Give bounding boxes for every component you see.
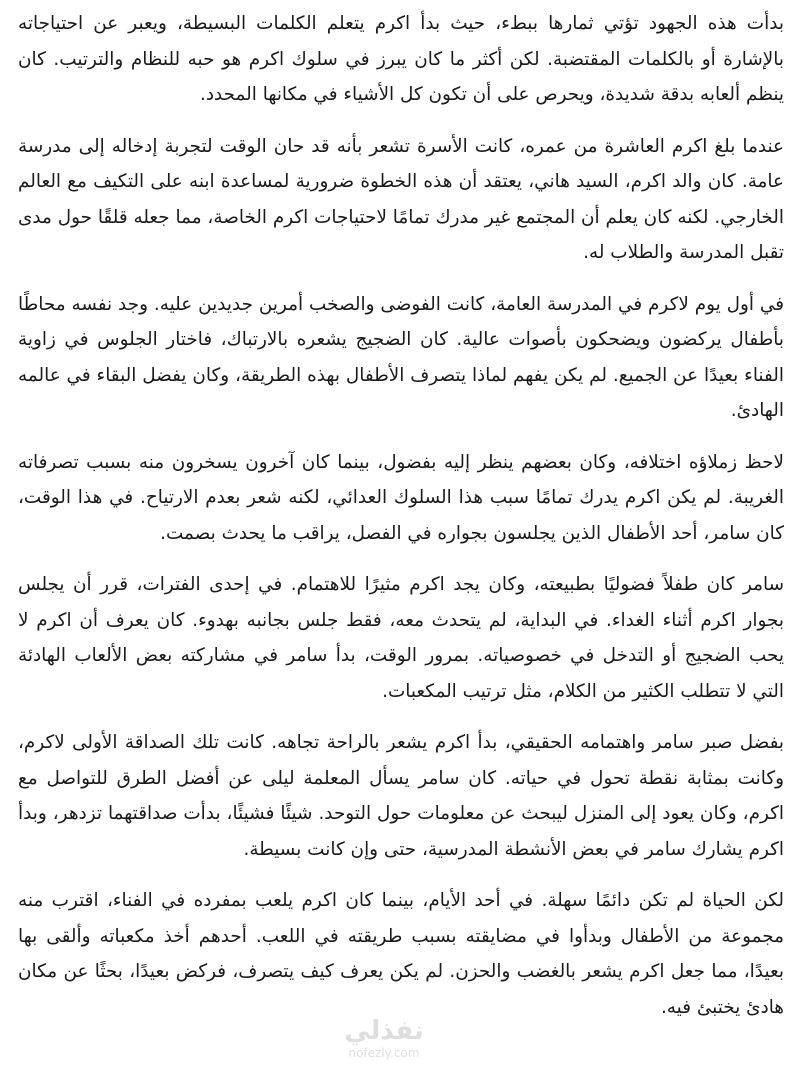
paragraph-1: بدأت هذه الجهود تؤتي ثمارها ببطء، حيث بدأ اكرم يتعلم الكلمات البسيطة، ويعبر عن احتياجاته بالإشارة أو بالكلمات المقتضبة. لكن أكثر ما كان يبرز في سلوك اكرم هو حبه للنظام والترتيب. كان ينظم ألعابه بدقة شديدة، ويحرص على أن تكون كل الأشياء في مكانها المحدد.: [18, 13, 784, 105]
paragraph-5: سامر كان طفلاً فضوليًا بطبيعته، وكان يجد اكرم مثيرًا للاهتمام. في إحدى الفترات، قرر أن يجلس بجوار اكرم أثناء الغداء. في البداية، لم يتحدث معه، فقط جلس بجانبه بهدوء. كان يعرف أن اكرم لا يحب الضجيج أو التدخل في خصوصياته. بمرور الوقت، بدأ سامر في مشاركته بعض الألعاب الهادئة التي لا تتطلب الكثير من الكلام، مثل ترتيب المكعبات.: [18, 574, 784, 702]
paragraph-6: بفضل صبر سامر واهتمامه الحقيقي، بدأ اكرم يشعر بالراحة تجاهه. كانت تلك الصداقة الأولى لاكرم، وكانت بمثابة نقطة تحول في حياته. كان سامر يسأل المعلمة ليلى عن أفضل الطرق للتواصل مع اكرم، وكان يعود إلى المنزل ليبحث عن معلومات حول التوحد. شيئًا فشيئًا، بدأت صداقتهما تزدهر، وبدأ اكرم يشارك سامر في بعض الأنشطة المدرسية، حتى وإن كانت بسيطة.: [18, 732, 784, 860]
paragraph-2: عندما بلغ اكرم العاشرة من عمره، كانت الأسرة تشعر بأنه قد حان الوقت لتجربة إدخاله إلى مدرسة عامة. كان والد اكرم، السيد هاني، يعتقد أن هذه الخطوة ضرورية لمساعدة ابنه على التكيف مع العالم الخارجي. لكنه كان يعلم أن المجتمع غير مدرك تمامًا لاحتياجات اكرم الخاصة، مما جعله قلقًا حول مدى تقبل المدرسة والطلاب له.: [18, 135, 784, 263]
paragraph-3: في أول يوم لاكرم في المدرسة العامة، كانت الفوضى والصخب أمرين جديدين عليه. وجد نفسه محاطًا بأطفال يركضون ويضحكون بأصوات عالية. كان الضجيج يشعره بالارتباك، فاختار الجلوس في زاوية الفناء بعيدًا عن الجميع. لم يكن يفهم لماذا يتصرف الأطفال بهذه الطريقة، وكان يفضل البقاء في عالمه الهادئ.: [18, 293, 784, 421]
paragraph-7: لكن الحياة لم تكن دائمًا سهلة. في أحد الأيام، بينما كان اكرم يلعب بمفرده في الفناء، اقترب منه مجموعة من الأطفال وبدأوا في مضايقته بسبب طريقته في اللعب. أحدهم أخذ مكعباته وألقى بها بعيدًا، مما جعل اكرم يشعر بالغضب والحزن. لم يكن يعرف كيف يتصرف، فركض بعيدًا، بحثًا عن مكان هادئ يختبئ فيه.: [18, 890, 784, 1018]
paragraph-4: لاحظ زملاؤه اختلافه، وكان بعضهم ينظر إليه بفضول، بينما كان آخرون يسخرون منه بسبب تصرفاته الغريبة. لم يكن اكرم يدرك تمامًا سبب هذا السلوك العدائي، لكنه شعر بعدم الارتياح. في هذا الوقت، كان سامر، أحد الأطفال الذين يجلسون بجواره في الفصل، يراقب ما يحدث بصمت.: [18, 451, 784, 544]
watermark-arabic: نفذلي: [344, 1016, 424, 1046]
watermark-latin: nofezly.com: [348, 1046, 420, 1060]
